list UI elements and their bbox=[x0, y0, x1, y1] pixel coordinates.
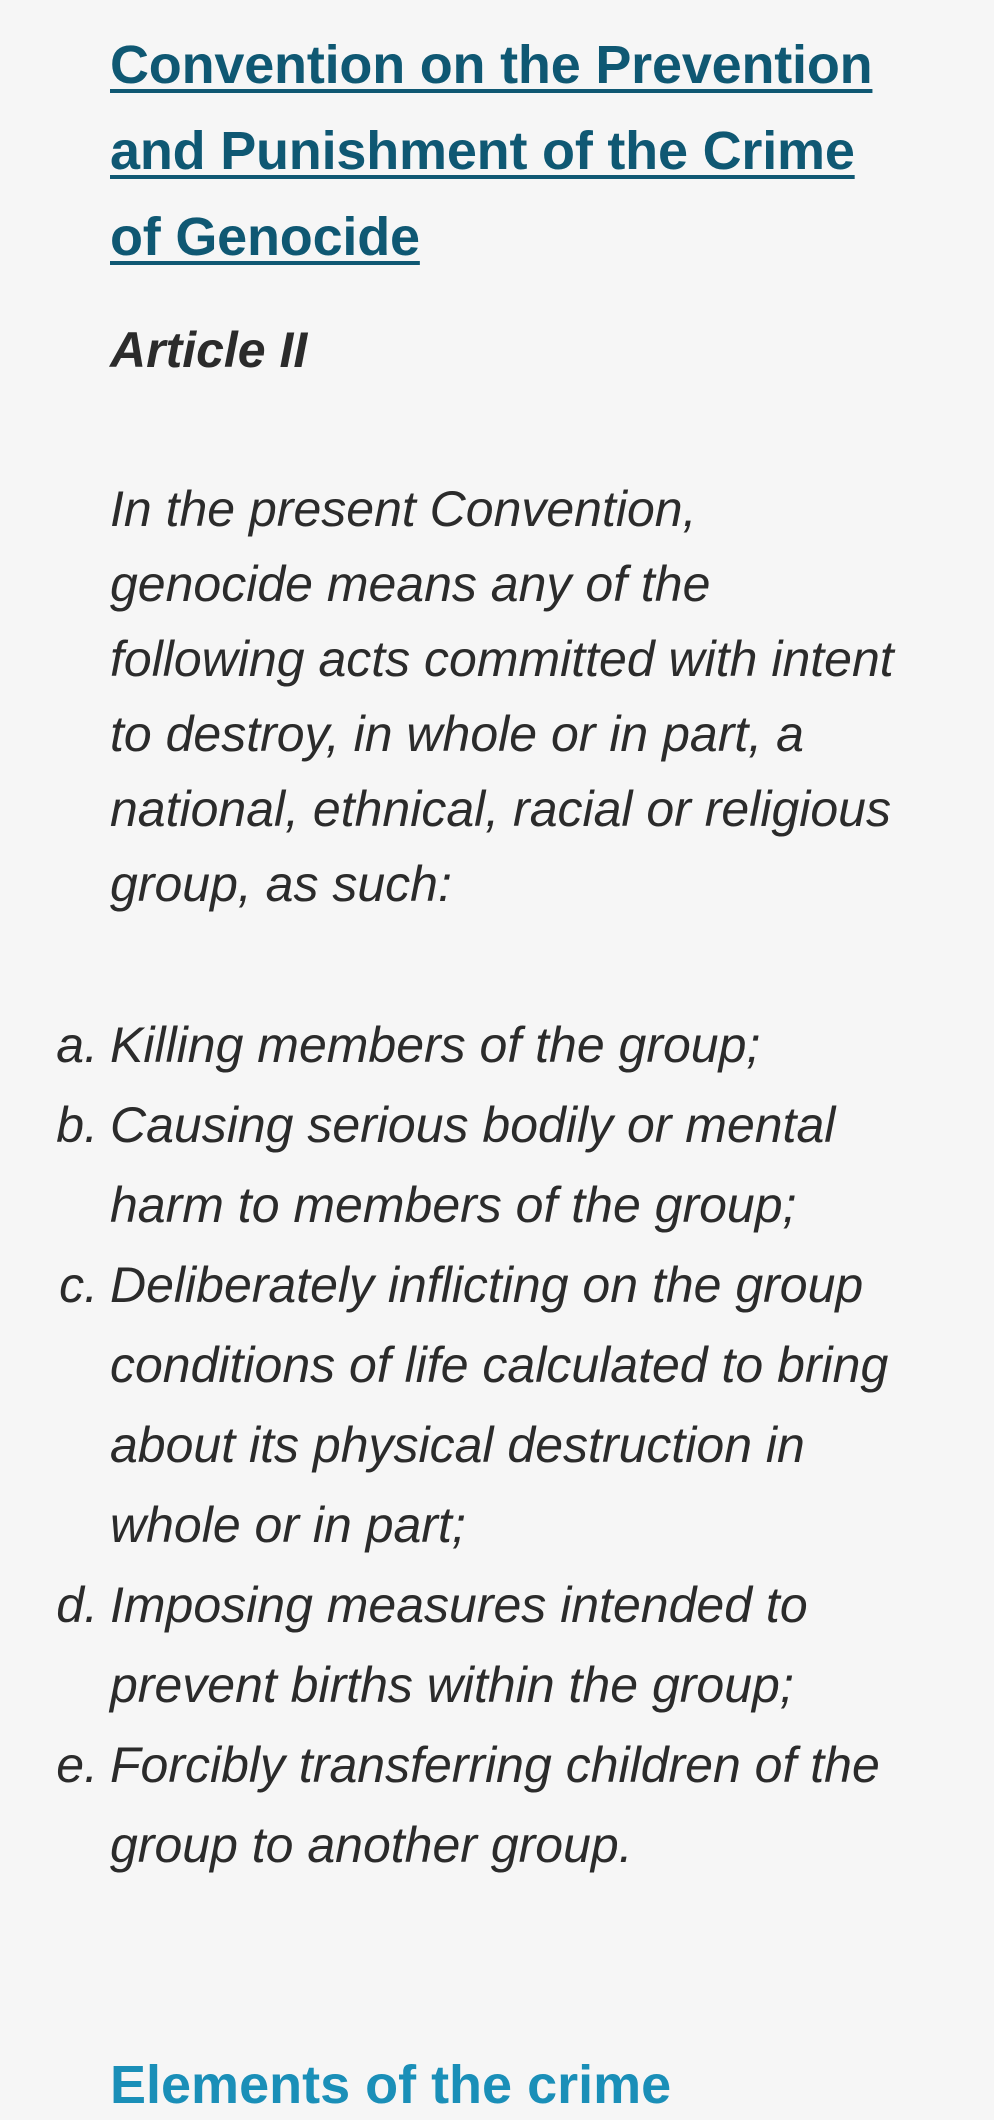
list-item-text: Imposing measures intended to prevent births within the group; bbox=[110, 1577, 808, 1713]
list-item bbox=[0, 1725, 910, 1885]
list-item-text: Causing serious bodily or mental harm to members of the group; bbox=[110, 1097, 836, 1233]
list-item bbox=[0, 1245, 910, 1565]
convention-title-link[interactable] bbox=[110, 22, 910, 280]
genocide-acts-list bbox=[0, 1005, 994, 1885]
list-item-text: Deliberately inflicting on the group conditions of life calculated to bring about its physical destruction in whole or in part; bbox=[110, 1257, 889, 1553]
list-marker: b. bbox=[56, 1097, 98, 1153]
elements-of-crime-heading: Elements of the crime bbox=[110, 2055, 672, 2115]
list-marker: e. bbox=[56, 1737, 98, 1793]
list-item-text: Forcibly transferring children of the group to another group. bbox=[110, 1737, 880, 1873]
list-item bbox=[0, 1565, 910, 1725]
list-marker: d. bbox=[56, 1577, 98, 1633]
article-intro: In the present Convention, genocide means any of the following acts committed with intent to destroy, in whole or in part, a national, ethnical, racial or religious group, as such: bbox=[110, 481, 894, 912]
list-item-text: Killing members of the group; bbox=[110, 1017, 761, 1073]
list-marker: a. bbox=[56, 1017, 98, 1073]
list-marker: c. bbox=[59, 1257, 98, 1313]
title-line-2[interactable]: and Punishment of the Crime bbox=[110, 121, 855, 181]
list-item bbox=[0, 1005, 910, 1085]
title-line-3[interactable]: of Genocide bbox=[110, 207, 420, 267]
title-line-1[interactable]: Convention on the Prevention bbox=[110, 35, 873, 95]
article-heading: Article II bbox=[110, 322, 308, 378]
list-item bbox=[0, 1085, 910, 1245]
